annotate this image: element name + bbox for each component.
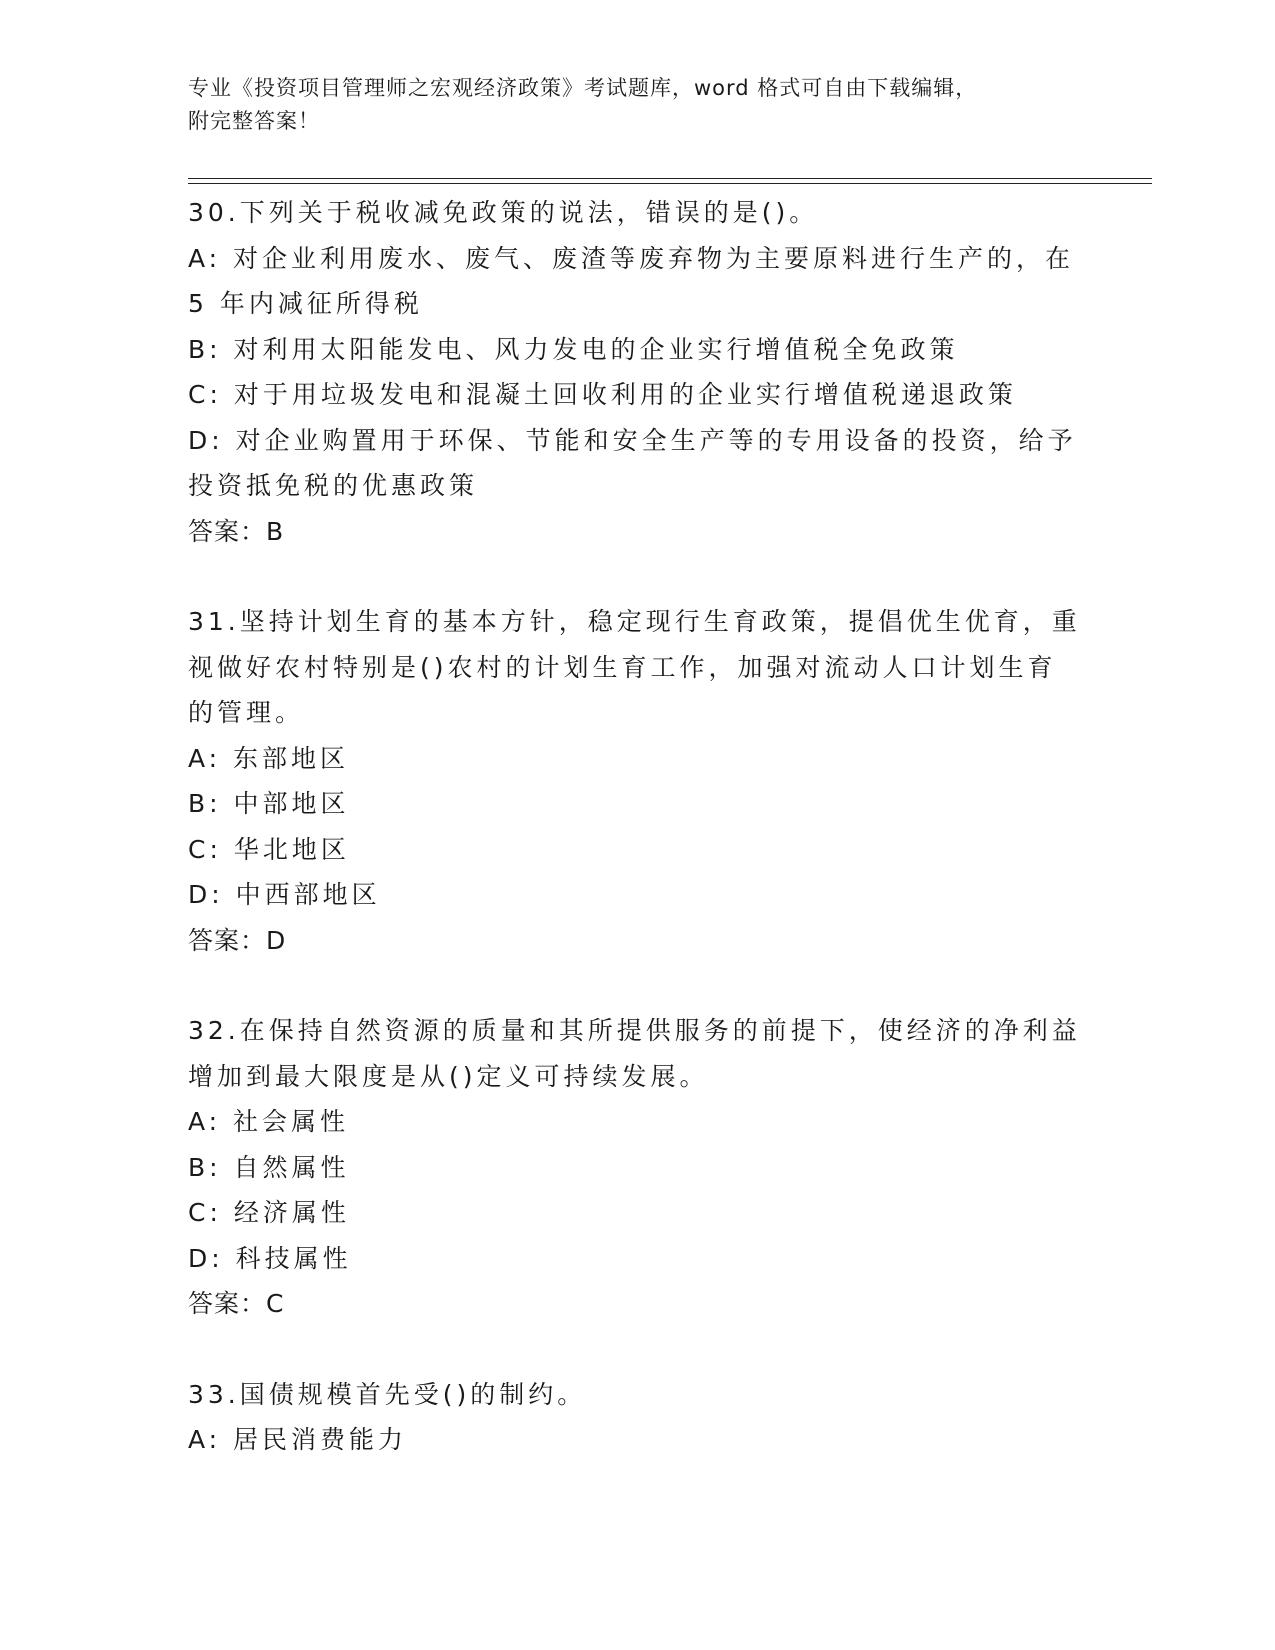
answer-key: 答案：D (188, 925, 287, 955)
answer-option: C: 华北地区 (188, 834, 350, 864)
header-divider (188, 178, 1152, 179)
intro-line: 专业《投资项目管理师之宏观经济政策》考试题库，word 格式可自由下载编辑， (188, 76, 978, 100)
document-header (188, 72, 1068, 138)
question-list (188, 190, 1088, 1463)
question-stem: 视做好农村特别是()农村的计划生育工作，加强对流动人口计划生育 (188, 652, 1057, 682)
answer-option: B: 中部地区 (188, 789, 350, 818)
question-block (188, 599, 1088, 1008)
answer-option: A: 对企业利用废水、废气、废渣等废弃物为主要原料进行生产的，在 (188, 243, 1075, 273)
answer-option: A: 社会属性 (188, 1107, 350, 1136)
answer-option: D: 对企业购置用于环保、节能和安全生产等的专用设备的投资，给予 (188, 425, 1077, 455)
answer-option: D: 中西部地区 (188, 880, 381, 909)
question-block (188, 1008, 1088, 1372)
answer-option: B: 对利用太阳能发电、风力发电的企业实行增值税全免政策 (188, 334, 959, 364)
question-stem: 32.在保持自然资源的质量和其所提供服务的前提下，使经济的净利益 (188, 1016, 1081, 1045)
answer-option: A: 居民消费能力 (188, 1425, 408, 1454)
answer-option: D: 科技属性 (188, 1243, 352, 1273)
question-stem: 的管理。 (188, 698, 305, 727)
answer-option: B: 自然属性 (188, 1152, 350, 1182)
question-spacer (188, 554, 1088, 599)
question-block (188, 1372, 1088, 1463)
question-stem: 31.坚持计划生育的基本方针，稳定现行生育政策，提倡优生优育，重 (188, 607, 1081, 636)
intro-line: 附完整答案！ (188, 109, 320, 133)
answer-option: C: 经济属性 (188, 1198, 350, 1227)
header-divider (188, 183, 1152, 184)
question-spacer (188, 963, 1088, 1008)
question-block (188, 190, 1088, 599)
answer-option: A: 东部地区 (188, 743, 350, 773)
question-stem: 30.下列关于税收减免政策的说法，错误的是()。 (188, 198, 819, 227)
answer-option: C: 对于用垃圾发电和混凝土回收利用的企业实行增值税递退政策 (188, 380, 1017, 409)
question-spacer (188, 1327, 1088, 1372)
answer-key: 答案：C (188, 1289, 285, 1318)
question-stem: 33.国债规模首先受()的制约。 (188, 1379, 587, 1409)
answer-option: 投资抵免税的优惠政策 (188, 471, 479, 500)
answer-option: 5 年内减征所得税 (188, 289, 423, 318)
question-stem: 增加到最大限度是从()定义可持续发展。 (188, 1061, 709, 1091)
answer-key: 答案：B (188, 516, 285, 546)
